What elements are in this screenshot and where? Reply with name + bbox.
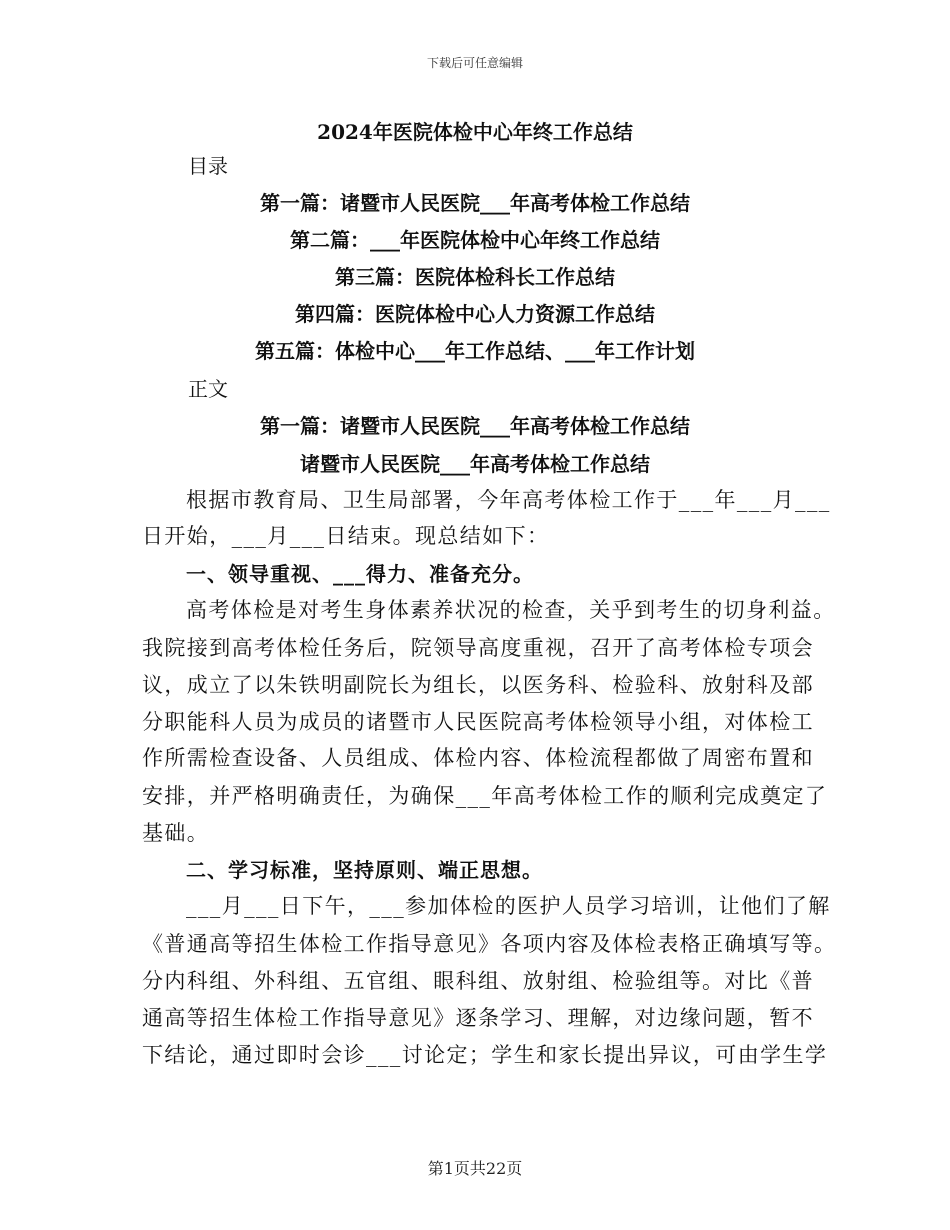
toc-item-2[interactable]: 第二篇：___年医院体检中心年终工作总结 [290, 228, 660, 252]
paragraph-2-line-2: 《普通高等招生体检工作指导意见》各项内容及体检表格正确填写等。 [142, 932, 837, 956]
paragraph-2-line-4: 通高等招生体检工作指导意见》逐条学习、理解，对边缘问题，暂不 [142, 1006, 814, 1030]
section-subtitle: 诸暨市人民医院___年高考体检工作总结 [300, 452, 650, 476]
toc-item-4[interactable]: 第四篇：医院体检中心人力资源工作总结 [295, 302, 655, 326]
toc-item-1[interactable]: 第一篇：诸暨市人民医院___年高考体检工作总结 [260, 191, 690, 215]
toc-item-5[interactable]: 第五篇：体检中心___年工作总结、___年工作计划 [255, 339, 695, 363]
paragraph-1-line-2: 我院接到高考体检任务后，院领导高度重视，召开了高考体检专项会 [142, 636, 814, 660]
paragraph-1-line-3: 议，成立了以朱铁明副院长为组长，以医务科、检验科、放射科及部 [142, 673, 814, 697]
toc-label: 目录 [188, 154, 228, 178]
intro-line-2: 日开始，___月___日结束。现总结如下： [142, 524, 550, 548]
paragraph-1-line-6: 安排，并严格明确责任，为确保___年高考体检工作的顺利完成奠定了 [142, 784, 828, 808]
body-label: 正文 [188, 377, 228, 401]
subheading-1: 一、领导重视、___得力、准备充分。 [186, 562, 534, 586]
subheading-2: 二、学习标准，坚持原则、端正思想。 [186, 858, 543, 882]
paragraph-2-line-3: 分内科组、外科组、五官组、眼科组、放射组、检验组等。对比《普 [142, 969, 814, 993]
page-header-note: 下载后可任意编辑 [426, 56, 523, 70]
paragraph-1-line-4: 分职能科人员为成员的诸暨市人民医院高考体检领导小组，对体检工 [142, 710, 814, 734]
intro-line-1: 根据市教育局、卫生局部署，今年高考体检工作于___年___月___ [186, 488, 831, 512]
page-footer-number: 第1页共22页 [427, 1159, 523, 1178]
section-heading: 第一篇：诸暨市人民医院___年高考体检工作总结 [260, 414, 690, 438]
paragraph-1-line-1: 高考体检是对考生身体素养状况的检查，关乎到考生的切身利益。 [186, 598, 836, 622]
paragraph-1-line-5: 作所需检查设备、人员组成、体检内容、体检流程都做了周密布置和 [142, 746, 814, 770]
paragraph-2-line-1: ___月___日下午，___参加体检的医护人员学习培训，让他们了解 [186, 894, 831, 918]
document-title: 2024年医院体检中心年终工作总结 [317, 120, 633, 144]
toc-item-3[interactable]: 第三篇：医院体检科长工作总结 [335, 265, 615, 289]
paragraph-1-line-7: 基础。 [142, 821, 210, 845]
paragraph-2-line-5: 下结论，通过即时会诊___讨论定；学生和家长提出异议，可由学生学 [142, 1043, 828, 1067]
